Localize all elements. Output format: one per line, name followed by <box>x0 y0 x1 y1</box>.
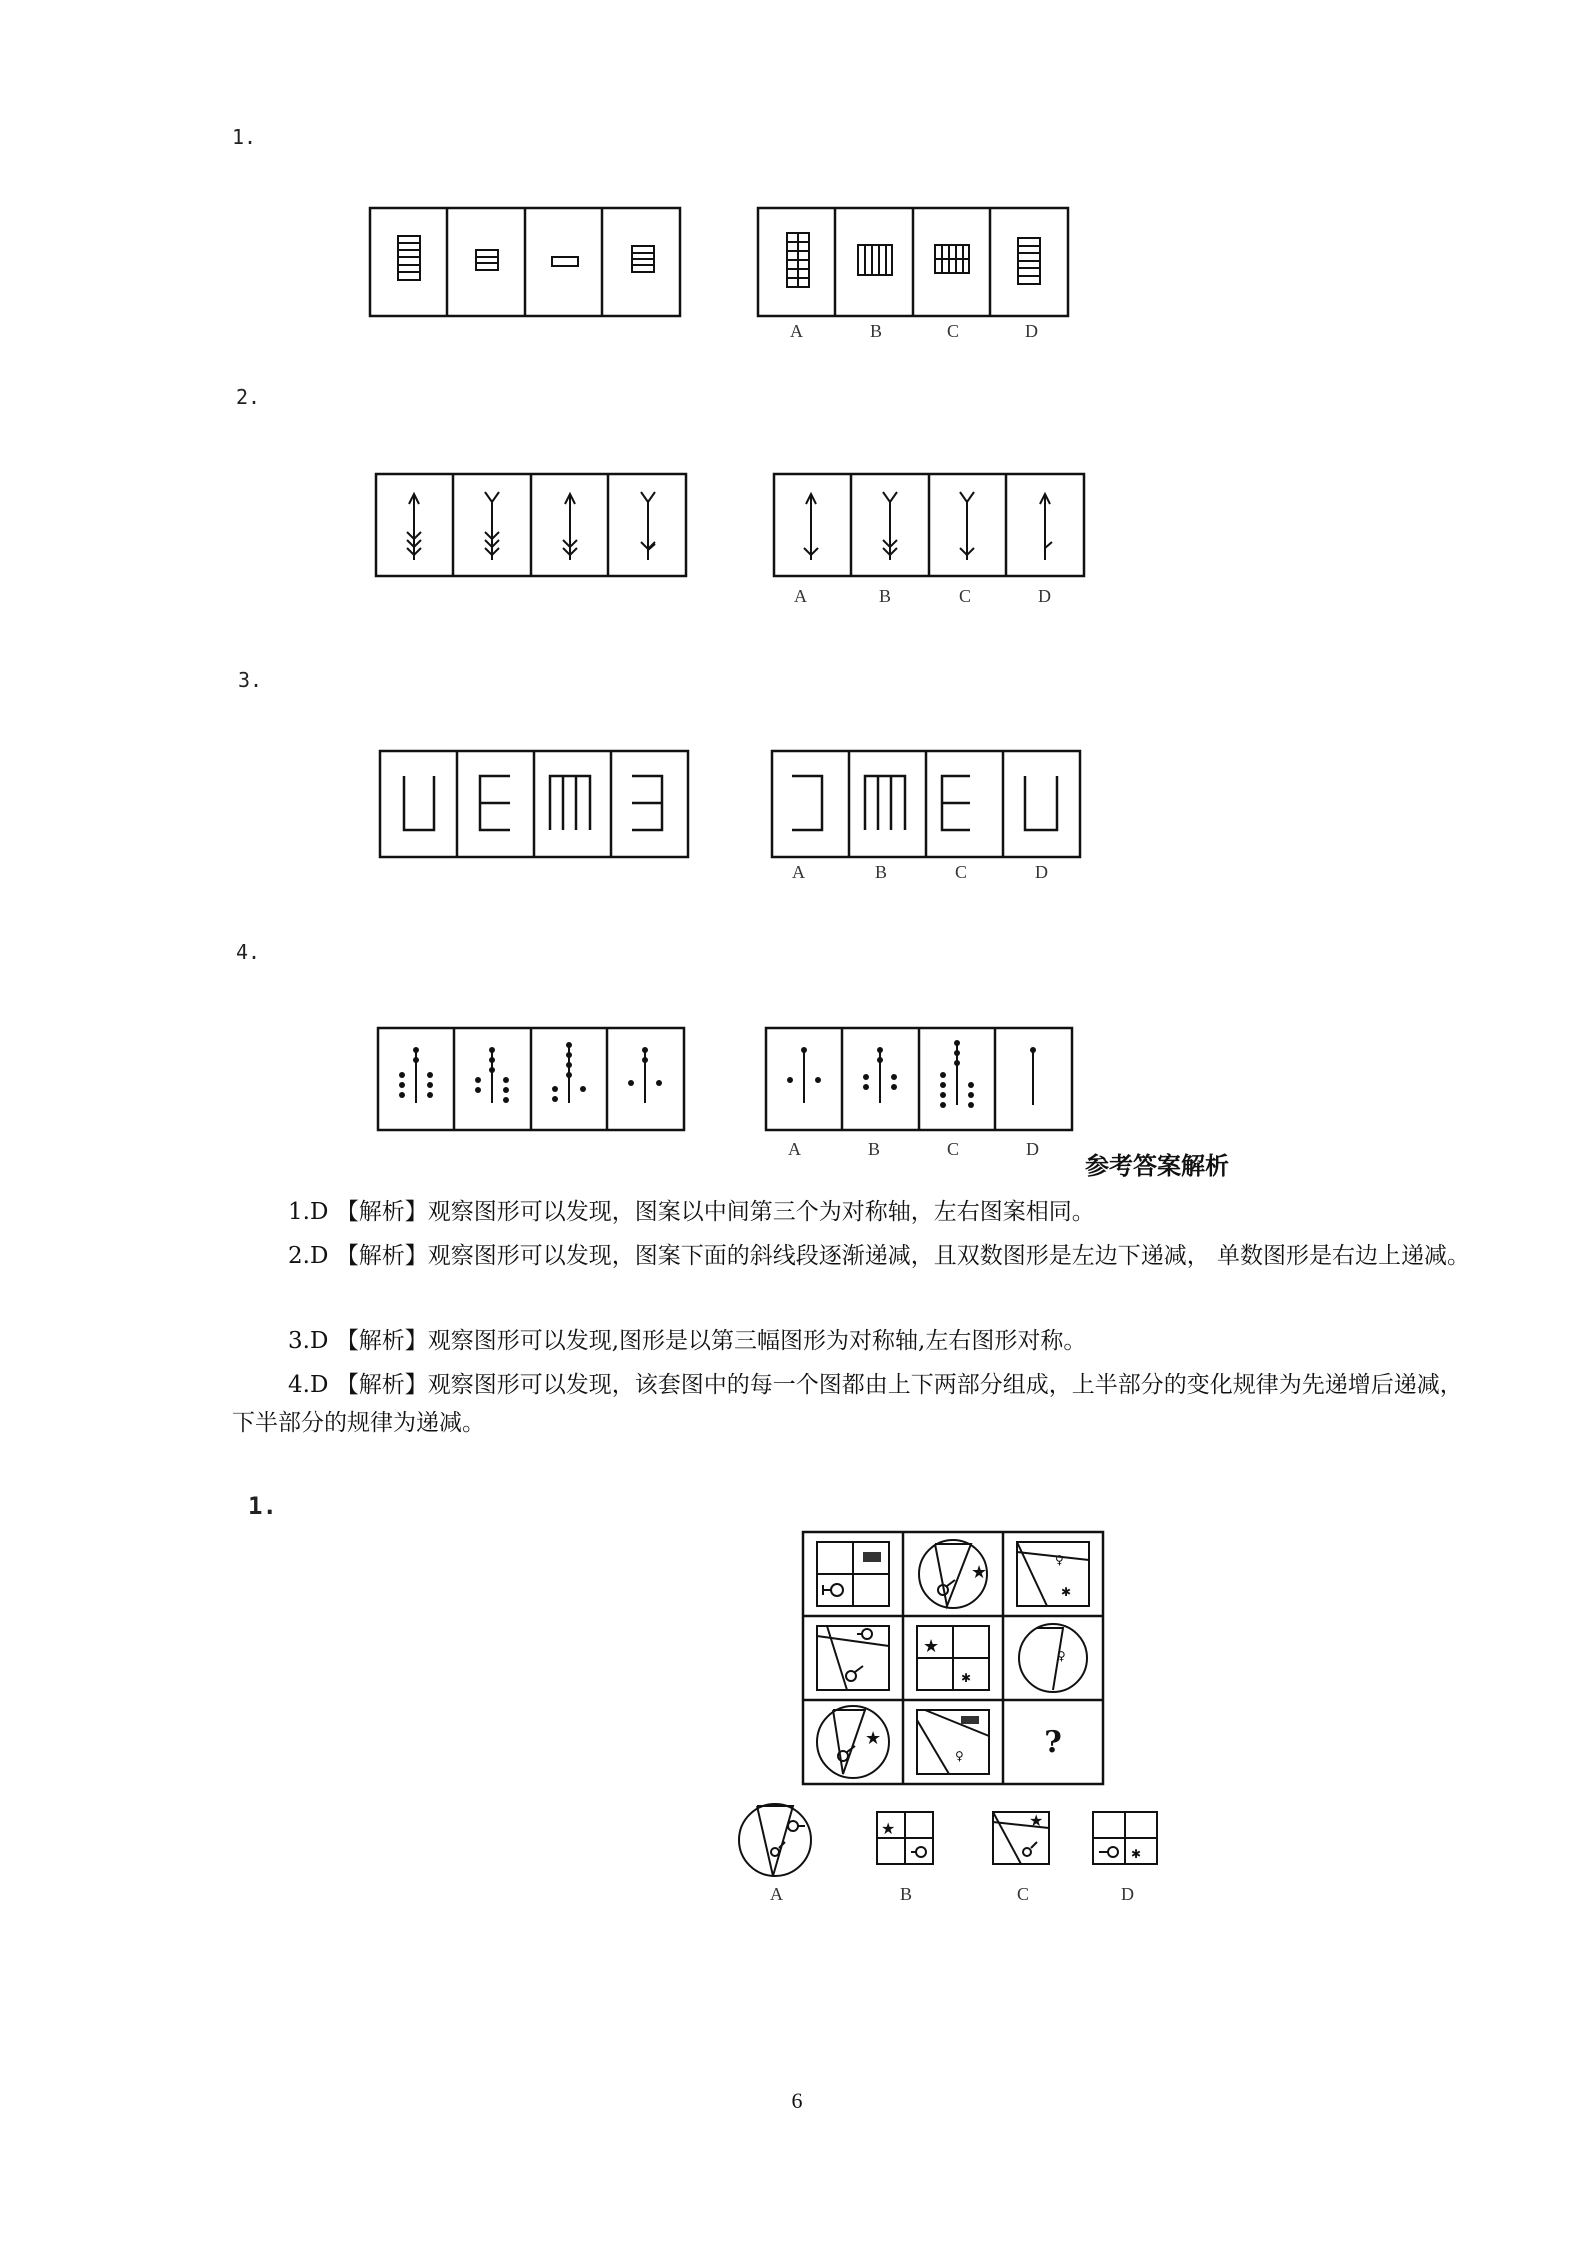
option-label: C <box>1017 1884 1030 1904</box>
option-label: C <box>959 586 972 606</box>
svg-text:★: ★ <box>971 1562 988 1583</box>
option-label: A <box>788 1139 801 1159</box>
option-label: B <box>879 586 892 606</box>
answer-item: 3.D 【解析】观察图形可以发现,图形是以第三幅图形为对称轴,左右图形对称。 <box>288 1328 1087 1354</box>
question-figure <box>378 1025 1098 1165</box>
svg-text:★: ★ <box>881 1819 896 1838</box>
option-label: B <box>900 1884 913 1904</box>
answer-item: 1.D 【解析】观察图形可以发现，图案以中间第三个为对称轴，左右图案相同。 <box>288 1199 1095 1225</box>
question-figure <box>370 205 1090 345</box>
option-label: D <box>1025 321 1038 341</box>
option-label: B <box>868 1139 881 1159</box>
option-label: A <box>770 1884 783 1904</box>
question-number: 3. <box>238 668 263 692</box>
svg-text:✱: ✱ <box>961 1671 972 1685</box>
option-label: C <box>947 1139 960 1159</box>
svg-text:✱: ✱ <box>1061 1585 1072 1599</box>
question-number: 1. <box>232 125 257 149</box>
page-number: 6 <box>791 2088 803 2113</box>
option-label: A <box>794 586 807 606</box>
option-label: A <box>790 321 803 341</box>
option-label: A <box>792 862 805 882</box>
question-figure <box>376 472 1096 612</box>
option-label: D <box>1035 862 1048 882</box>
stem-sequence <box>370 208 680 316</box>
svg-text:♀: ♀ <box>1055 1553 1064 1567</box>
question-figure <box>380 748 1100 888</box>
answer-options <box>772 751 1080 882</box>
stem-sequence <box>376 474 686 576</box>
svg-text:★: ★ <box>1029 1811 1044 1830</box>
answer-options <box>774 474 1084 606</box>
answer-options <box>758 208 1068 341</box>
svg-text:★: ★ <box>865 1728 882 1749</box>
svg-text:♀: ♀ <box>1057 1649 1066 1663</box>
answers-title: 参考答案解析 <box>1085 1152 1229 1180</box>
matrix-figure <box>735 1530 1195 1910</box>
question-number: 2. <box>236 385 261 409</box>
option-label: D <box>1026 1139 1039 1159</box>
option-label: B <box>870 321 883 341</box>
stem-sequence <box>380 751 688 857</box>
svg-text:♀: ♀ <box>955 1749 964 1763</box>
option-label: C <box>947 321 960 341</box>
option-label: D <box>1038 586 1051 606</box>
svg-text:✱: ✱ <box>1131 1847 1142 1861</box>
question-number: 1. <box>248 1492 277 1520</box>
svg-text:★: ★ <box>923 1636 940 1657</box>
question-number: 4. <box>236 940 261 964</box>
option-label: C <box>955 862 968 882</box>
option-label: B <box>875 862 888 882</box>
stem-sequence <box>378 1028 684 1130</box>
answer-item: 4.D 【解析】观察图形可以发现，该套图中的每一个图都由上下两部分组成，上半部分的变化规律为先递增后递减，下半部分的规律为递减。 <box>232 1372 1463 1436</box>
unknown-cell: ? <box>1044 1725 1062 1760</box>
answer-item: 2.D 【解析】观察图形可以发现，图案下面的斜线段逐渐递减，且双数图形是左边下递减， 单数图形是右边上递减。 <box>288 1243 1471 1269</box>
answer-options <box>766 1028 1072 1159</box>
option-label: D <box>1121 1884 1134 1904</box>
